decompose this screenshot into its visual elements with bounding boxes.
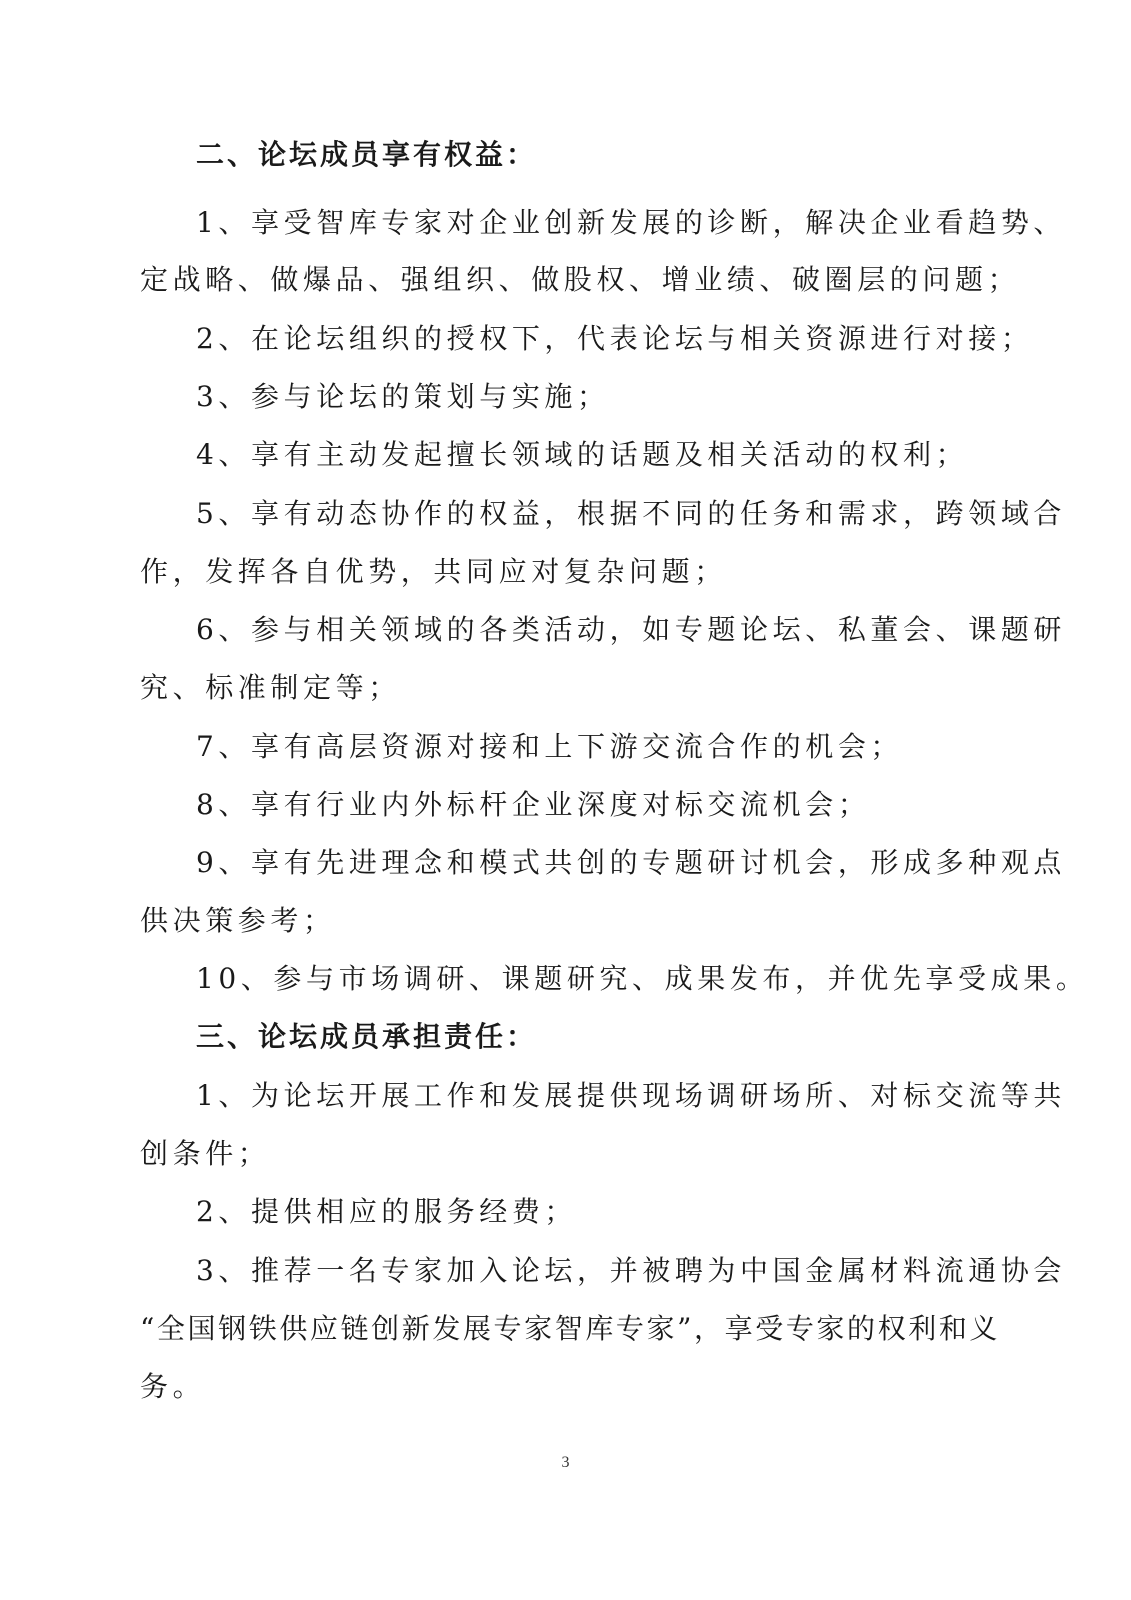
- rights-item-1-line-2: 定战略、做爆品、强组织、做股权、增业绩、破圈层的问题；: [140, 263, 1021, 296]
- resp-item-3-line-2: “全国钢铁供应链创新发展专家智库专家”，享受专家的权利和义: [140, 1312, 1001, 1345]
- rights-item-10-line-1: 10、参与市场调研、课题研究、成果发布，并优先享受成果。: [196, 962, 1089, 995]
- resp-item-1-line-2: 创条件；: [140, 1137, 271, 1170]
- rights-item-1-line-1: 1、享受智库专家对企业创新发展的诊断，解决企业看趋势、: [196, 206, 1067, 239]
- rights-item-6-line-1: 6、参与相关领域的各类活动，如专题论坛、私董会、课题研: [196, 613, 1067, 646]
- section-heading-rights: 二、论坛成员享有权益：: [196, 138, 538, 171]
- rights-item-6-line-2: 究、标准制定等；: [140, 671, 401, 704]
- page-number: 3: [561, 1454, 570, 1471]
- rights-item-9-line-2: 供决策参考；: [140, 904, 336, 937]
- rights-item-3-line-1: 3、参与论坛的策划与实施；: [196, 380, 610, 413]
- resp-item-3-line-3: 务。: [140, 1370, 206, 1403]
- rights-item-7-line-1: 7、享有高层资源对接和上下游交流合作的机会；: [196, 730, 904, 763]
- rights-item-5-line-1: 5、享有动态协作的权益，根据不同的任务和需求，跨领域合: [196, 497, 1067, 530]
- resp-item-1-line-1: 1、为论坛开展工作和发展提供现场调研场所、对标交流等共: [196, 1079, 1067, 1112]
- rights-item-8-line-1: 8、享有行业内外标杆企业深度对标交流机会；: [196, 788, 871, 821]
- rights-item-9-line-1: 9、享有先进理念和模式共创的专题研讨机会，形成多种观点: [196, 846, 1067, 879]
- resp-item-2-line-1: 2、提供相应的服务经费；: [196, 1195, 578, 1228]
- section-heading-responsibilities: 三、论坛成员承担责任：: [196, 1020, 538, 1053]
- resp-item-3-line-1: 3、推荐一名专家加入论坛，并被聘为中国金属材料流通协会: [196, 1254, 1067, 1287]
- rights-item-4-line-1: 4、享有主动发起擅长领域的话题及相关活动的权利；: [196, 438, 969, 471]
- rights-item-5-line-2: 作，发挥各自优势，共同应对复杂问题；: [140, 555, 727, 588]
- rights-item-2-line-1: 2、在论坛组织的授权下，代表论坛与相关资源进行对接；: [196, 322, 1034, 355]
